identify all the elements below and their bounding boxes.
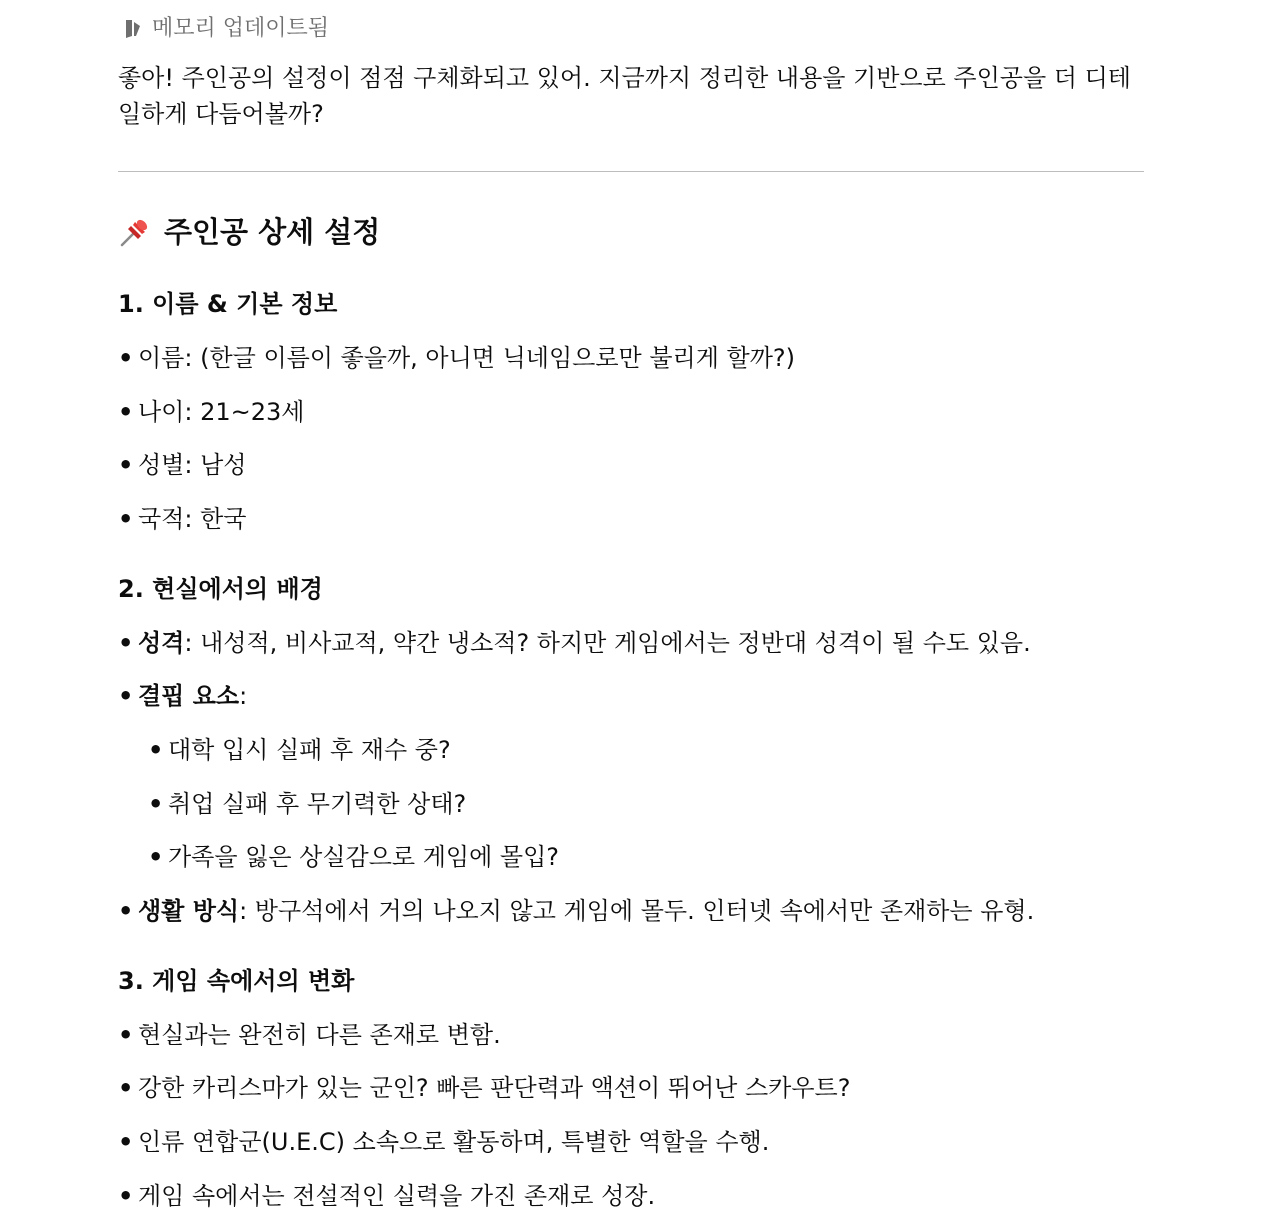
list-item-text: 현실과는 완전히 다른 존재로 변함. [138, 1021, 501, 1049]
list-item-text: : 방구석에서 거의 나오지 않고 게임에 몰두. 인터넷 속에서만 존재하는 유형. [239, 897, 1035, 925]
memory-updated-status[interactable] [122, 14, 329, 44]
bullet: • [148, 790, 164, 818]
list-item [118, 1071, 850, 1105]
memory-updated-label: 메모리 업데이트됨 [152, 16, 330, 41]
bullet: • [118, 1182, 134, 1210]
list-item-text: 국적: 한국 [138, 505, 247, 533]
bullet: • [148, 843, 164, 871]
bullet: • [118, 629, 134, 657]
intro-paragraph: 좋아! 주인공의 설정이 점점 구체화되고 있어. 지금까지 정리한 내용을 기반으로 주인공을 더 디테일하게 다듬어볼까? [118, 64, 1131, 128]
section-title [118, 212, 380, 252]
horizontal-divider [118, 171, 1144, 172]
list-item [118, 1125, 769, 1159]
sub-list-item-text: 취업 실패 후 무기력한 상태? [168, 790, 467, 818]
list-item-label: 결핍 요소 [138, 682, 240, 710]
list-item [118, 448, 246, 482]
memory-icon [122, 18, 144, 40]
list-item [118, 1018, 501, 1052]
list-item-label: 생활 방식 [138, 897, 240, 925]
list-item-text: : [239, 682, 248, 710]
list-item [118, 679, 247, 713]
sub-list-item-text: 가족을 잃은 상실감으로 게임에 몰입? [168, 843, 560, 871]
list-item [118, 341, 795, 375]
list-item-text: 게임 속에서는 전설적인 실력을 가진 존재로 성장. [138, 1182, 656, 1210]
bullet: • [148, 736, 164, 764]
bullet: • [118, 398, 134, 426]
list-item [118, 894, 1034, 928]
section-title-text: 주인공 상세 설정 [164, 215, 381, 249]
list-item-text: 강한 카리스마가 있는 군인? 빠른 판단력과 액션이 뛰어난 스카우트? [138, 1074, 851, 1102]
heading-basic-info: 1. 이름 & 기본 정보 [118, 290, 338, 318]
sub-list-item-text: 대학 입시 실패 후 재수 중? [168, 736, 451, 764]
list-item [118, 502, 246, 536]
heading-in-game-change: 3. 게임 속에서의 변화 [118, 967, 355, 995]
bullet: • [118, 1074, 134, 1102]
sub-list-item [148, 787, 466, 821]
list-item [118, 1179, 655, 1213]
bullet: • [118, 897, 134, 925]
sub-list-item [148, 840, 559, 874]
bullet: • [118, 451, 134, 479]
heading-real-life-background: 2. 현실에서의 배경 [118, 575, 323, 603]
bullet: • [118, 682, 134, 710]
list-item-text: 성별: 남성 [138, 451, 247, 479]
list-item-text: 나이: 21~23세 [138, 398, 305, 426]
pushpin-icon [118, 215, 152, 249]
list-item-label: 성격 [138, 629, 185, 657]
list-item [118, 626, 1031, 660]
bullet: • [118, 1128, 134, 1156]
list-item-text: 이름: (한글 이름이 좋을까, 아니면 닉네임으로만 불리게 할까?) [138, 344, 795, 372]
sub-list-item [148, 733, 451, 767]
list-item [118, 395, 304, 429]
bullet: • [118, 505, 134, 533]
list-item-text: : 내성적, 비사교적, 약간 냉소적? 하지만 게임에서는 정반대 성격이 될 수도 있음. [184, 629, 1031, 657]
bullet: • [118, 1021, 134, 1049]
list-item-text: 인류 연합군(U.E.C) 소속으로 활동하며, 특별한 역할을 수행. [138, 1128, 770, 1156]
bullet: • [118, 344, 134, 372]
